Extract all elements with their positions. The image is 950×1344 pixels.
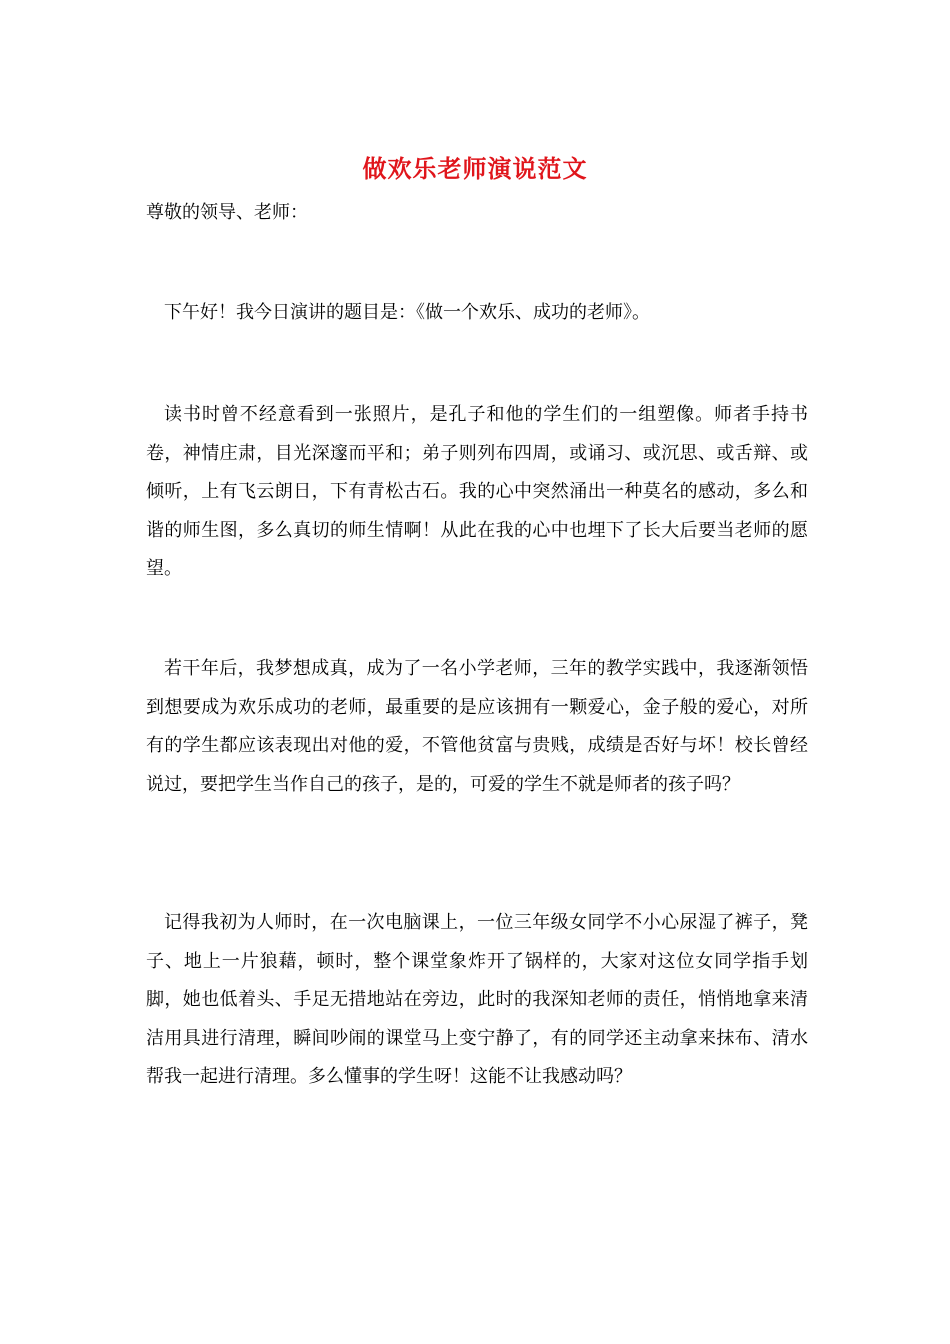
salutation: 尊敬的领导、老师： [146,202,308,223]
paragraph-dream-realized: 若干年后，我梦想成真，成为了一名小学老师，三年的教学实践中，我逐渐领悟到想要成为欢乐成功的老师，最重要的是应该拥有一颗爱心，金子般的爱心，对所有的学生都应该表现出对他的爱，不管他贫富与贵贱，成绩是否好与坏！校长曾经说过，要把学生当作自己的孩子，是的，可爱的学生不就是师者的孩子吗？ [146,658,808,795]
paragraph-classroom-story: 记得我初为人师时，在一次电脑课上，一位三年级女同学不小心尿湿了裤子，凳子、地上一片狼藉，顿时，整个课堂象炸开了锅样的，大家对这位女同学指手划脚，她也低着头、手足无措地站在旁边，此时的我深知老师的责任，悄悄地拿来清洁用具进行清理，瞬间吵闹的课堂马上变宁静了，有的同学还主动拿来抹布、清水帮我一起进行清理。多么懂事的学生呀！这能不让我感动吗？ [146,912,808,1087]
paragraph-greeting: 下午好！我今日演讲的题目是：《做一个欢乐、成功的老师》。 [164,302,650,323]
paragraph-confucius-photo: 读书时曾不经意看到一张照片，是孔子和他的学生们的一组塑像。师者手持书卷，神情庄肃，目光深邃而平和；弟子则列布四周，或诵习、或沉思、或舌辩、或倾听，上有飞云朗日，下有青松古石。我的心中突然涌出一种莫名的感动，多么和谐的师生图，多么真切的师生情啊！从此在我的心中也埋下了长大后要当老师的愿望。 [146,404,808,579]
document-title: 做欢乐老师演说范文 [362,154,588,183]
